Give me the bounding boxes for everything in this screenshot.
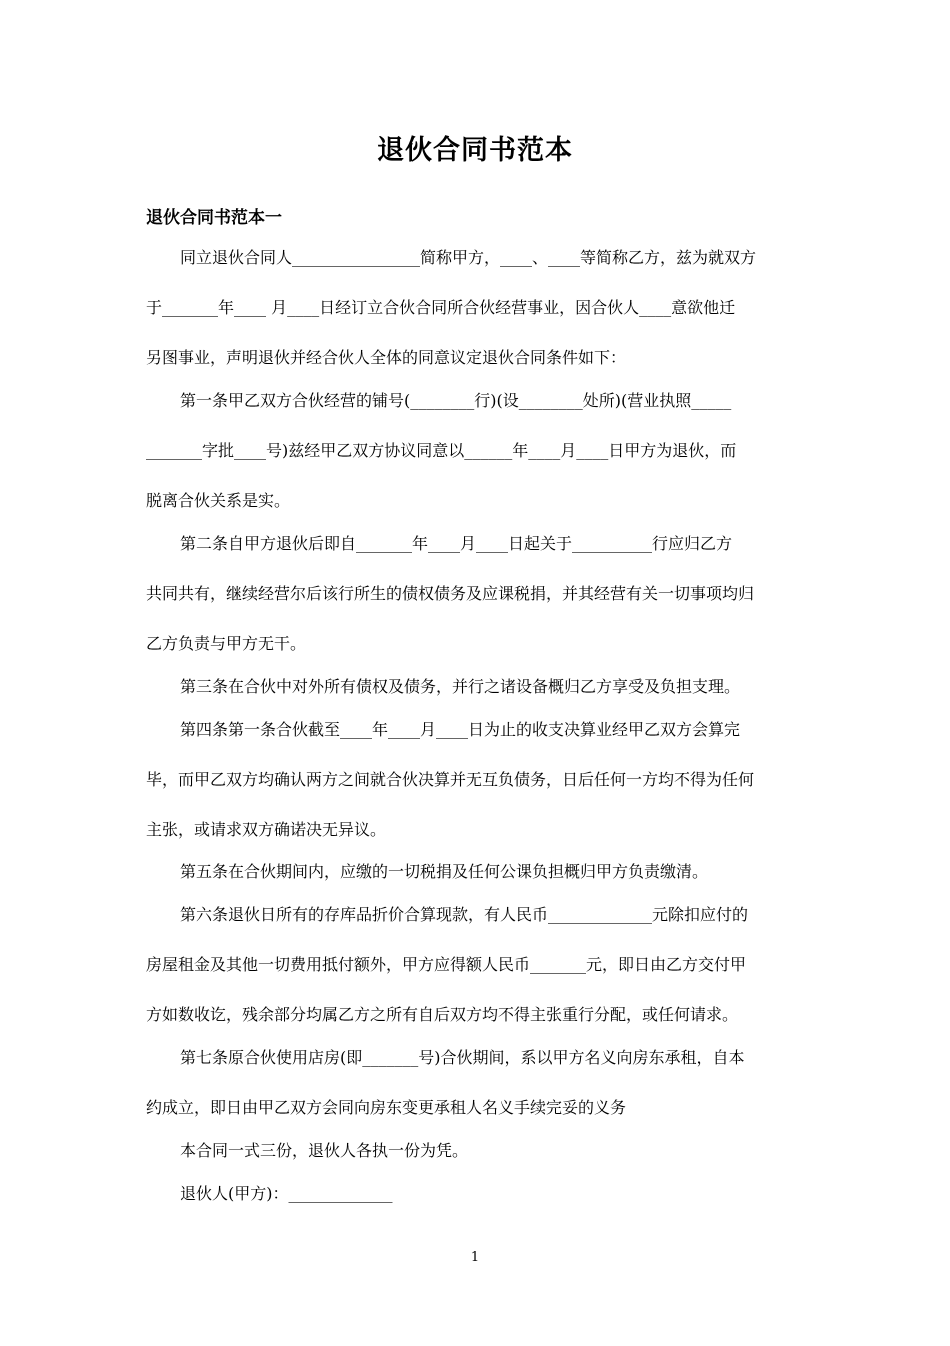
body-line: 脱离合伙关系是实。 xyxy=(146,491,291,510)
section-heading: 退伙合同书范本一 xyxy=(146,208,282,228)
body-line: 主张，或请求双方确诺决无异议。 xyxy=(146,820,387,839)
body-line: 共同共有，继续经营尔后该行所生的债权债务及应课税捐，并其经营有关一切事项均归 xyxy=(146,584,755,603)
body-line: 毕，而甲乙双方均确认两方之间就合伙决算并无互负债务，日后任何一方均不得为任何 xyxy=(146,770,755,789)
body-line: 方如数收讫，残余部分均属乙方之所有自后双方均不得主张重行分配，或任何请求。 xyxy=(146,1005,739,1024)
body-line: _______字批____号)兹经甲乙双方协议同意以______年____月____日甲方为退伙，而 xyxy=(146,441,737,460)
body-line: 第六条退伙日所有的存库品折价合算现款，有人民币_____________元除扣应付的 xyxy=(180,905,749,924)
body-line: 乙方负责与甲方无干。 xyxy=(146,634,307,653)
body-line: 第二条自甲方退伙后即自_______年____月____日起关于__________行应归乙方 xyxy=(180,534,733,553)
body-line: 于_______年____ 月____日经订立合伙合同所合伙经营事业，因合伙人____意欲他迁 xyxy=(146,298,736,317)
body-line: 约成立，即日由甲乙双方会同向房东变更承租人名义手续完妥的义务 xyxy=(146,1098,627,1117)
body-line: 第五条在合伙期间内，应缴的一切税捐及任何公课负担概归甲方负责缴清。 xyxy=(180,862,709,881)
page-number: 1 xyxy=(470,1250,480,1265)
body-line: 同立退伙合同人________________简称甲方，____、____等简称乙方，兹为就双方 xyxy=(180,248,757,267)
body-line: 房屋租金及其他一切费用抵付额外，甲方应得额人民币_______元，即日由乙方交付甲 xyxy=(146,955,747,974)
body-line: 另图事业，声明退伙并经合伙人全体的同意议定退伙合同条件如下： xyxy=(146,348,627,367)
body-line: 本合同一式三份，退伙人各执一份为凭。 xyxy=(180,1141,469,1160)
page-title: 退伙合同书范本 xyxy=(377,135,573,166)
body-line: 第七条原合伙使用店房(即_______号)合伙期间，系以甲方名义向房东承租，自本 xyxy=(180,1048,745,1067)
body-line: 第四条第一条合伙截至____年____月____日为止的收支决算业经甲乙双方会算完 xyxy=(180,720,741,739)
body-line: 第三条在合伙中对外所有债权及债务，并行之诸设备概归乙方享受及负担支理。 xyxy=(180,677,741,696)
signature-line: 退伙人(甲方)：_____________ xyxy=(180,1184,393,1203)
body-line: 第一条甲乙双方合伙经营的铺号(________行)(设________处所)(营业执照_____ xyxy=(180,391,732,410)
